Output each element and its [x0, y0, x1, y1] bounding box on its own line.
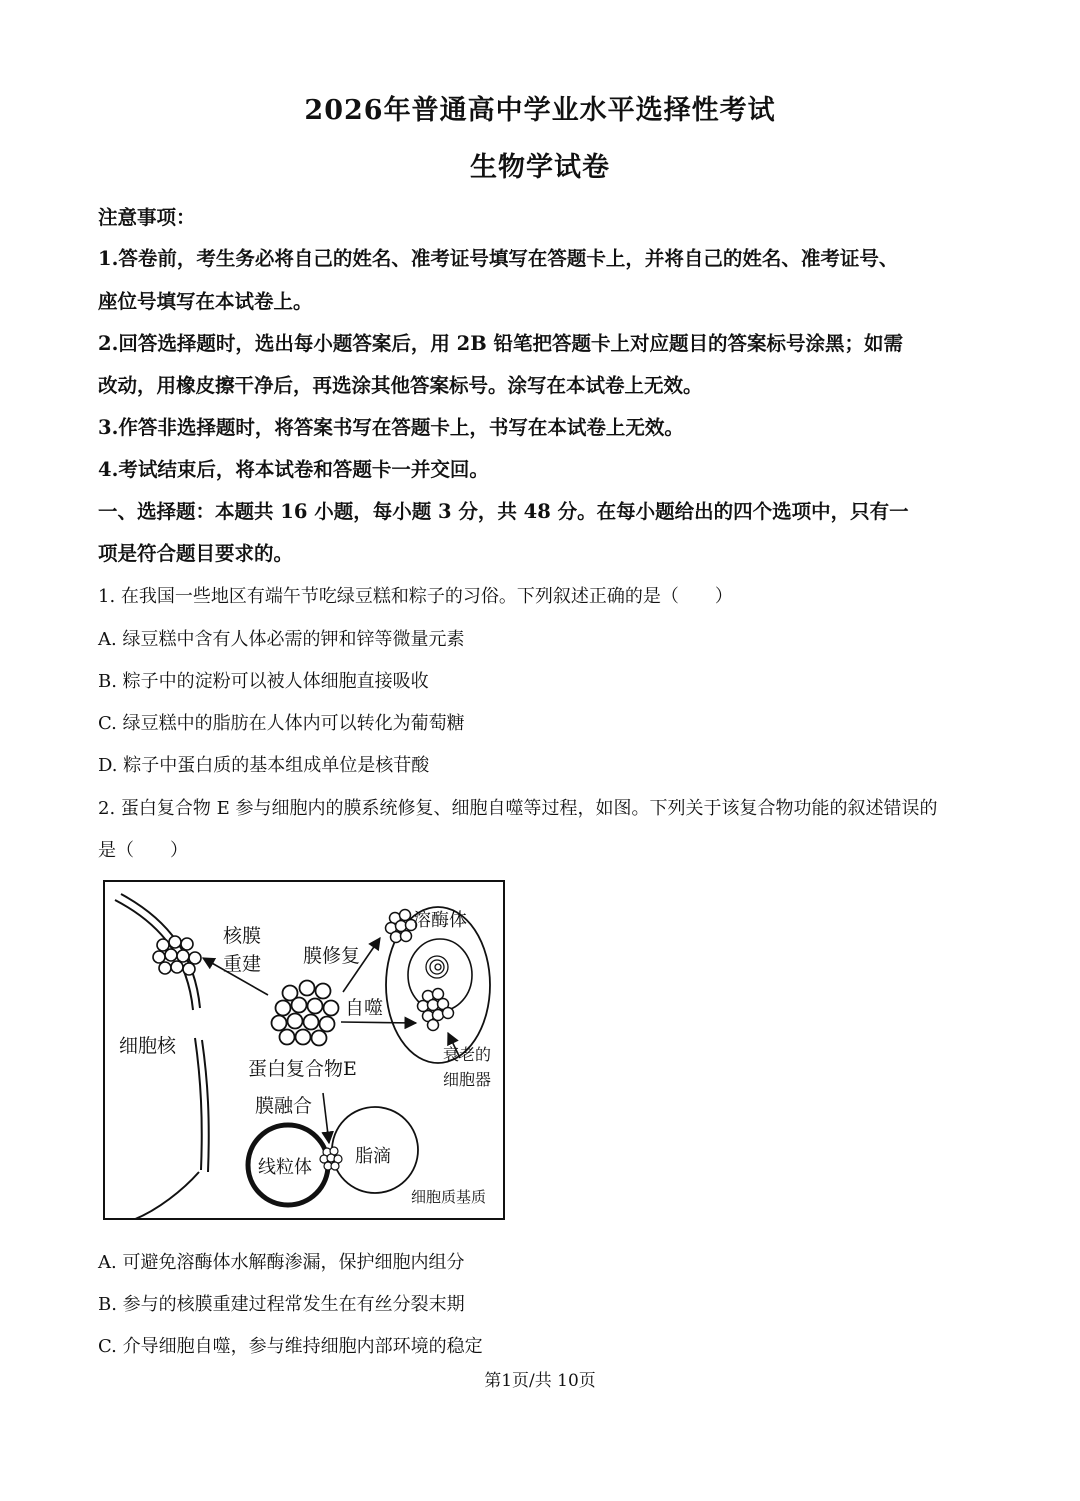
- label-aging-organelle-2: 细胞器: [443, 1070, 492, 1089]
- question-option: A. 可避免溶酶体水解酶渗漏，保护细胞内组分: [98, 1252, 465, 1273]
- question-option: C. 介导细胞自噬，参与维持细胞内部环境的稳定: [98, 1336, 483, 1357]
- exam-title: 2026年普通高中学业水平选择性考试: [304, 95, 776, 126]
- question-option: A. 绿豆糕中含有人体必需的钾和锌等微量元素: [98, 629, 465, 650]
- notice-line: 1.答卷前，考生务必将自己的姓名、准考证号填写在答题卡上，并将自己的姓名、准考证号、: [98, 247, 899, 270]
- complex-e-diagram: [103, 880, 505, 1220]
- notice-line: 改动，用橡皮擦干净后，再选涂其他答案标号。涂写在本试卷上无效。: [98, 374, 703, 397]
- label-lysosome: 溶酶体: [413, 910, 467, 931]
- label-nucleus: 细胞核: [119, 1035, 177, 1057]
- question-stem: 1. 在我国一些地区有端午节吃绿豆糕和粽子的习俗。下列叙述正确的是（ ）: [98, 586, 733, 607]
- notice-line: 4.考试结束后，将本试卷和答题卡一并交回。: [98, 458, 489, 481]
- section-heading: 一、选择题：本题共 16 小题，每小题 3 分，共 48 分。在每小题给出的四个选项中，只有一: [98, 500, 909, 523]
- label-nuclear-rebuild-2: 重建: [223, 953, 262, 975]
- label-membrane-fusion: 膜融合: [255, 1095, 313, 1117]
- label-mitochondrion: 线粒体: [258, 1157, 312, 1178]
- label-nuclear-rebuild-1: 核膜: [223, 925, 262, 947]
- question-option: B. 参与的核膜重建过程常发生在有丝分裂末期: [98, 1294, 465, 1315]
- label-autophagy: 自噬: [345, 997, 384, 1019]
- section-heading: 项是符合题目要求的。: [98, 542, 294, 565]
- label-membrane-repair: 膜修复: [303, 945, 361, 967]
- page-number: 第1页/共 10页: [484, 1371, 596, 1391]
- question-stem: 2. 蛋白复合物 E 参与细胞内的膜系统修复、细胞自噬等过程，如图。下列关于该复合物功能的叙述错误的: [98, 798, 938, 819]
- notice-heading: 注意事项：: [98, 206, 196, 229]
- question-option: B. 粽子中的淀粉可以被人体细胞直接吸收: [98, 671, 429, 692]
- label-complex-e: 蛋白复合物E: [248, 1058, 357, 1080]
- notice-line: 座位号填写在本试卷上。: [98, 290, 313, 313]
- notice-line: 3.作答非选择题时，将答案书写在答题卡上，书写在本试卷上无效。: [98, 416, 684, 439]
- question-stem: 是（ ）: [98, 840, 188, 861]
- label-cytoplasm-matrix: 细胞质基质: [411, 1188, 487, 1206]
- question-option: C. 绿豆糕中的脂肪在人体内可以转化为葡萄糖: [98, 713, 465, 734]
- notice-line: 2.回答选择题时，选出每小题答案后，用 2B 铅笔把答题卡上对应题目的答案标号涂黑；如需: [98, 332, 903, 355]
- question-option: D. 粽子中蛋白质的基本组成单位是核苷酸: [98, 755, 430, 776]
- label-aging-organelle-1: 衰老的: [443, 1045, 492, 1064]
- label-lipid-droplet: 脂滴: [355, 1146, 391, 1167]
- exam-subtitle: 生物学试卷: [470, 152, 610, 183]
